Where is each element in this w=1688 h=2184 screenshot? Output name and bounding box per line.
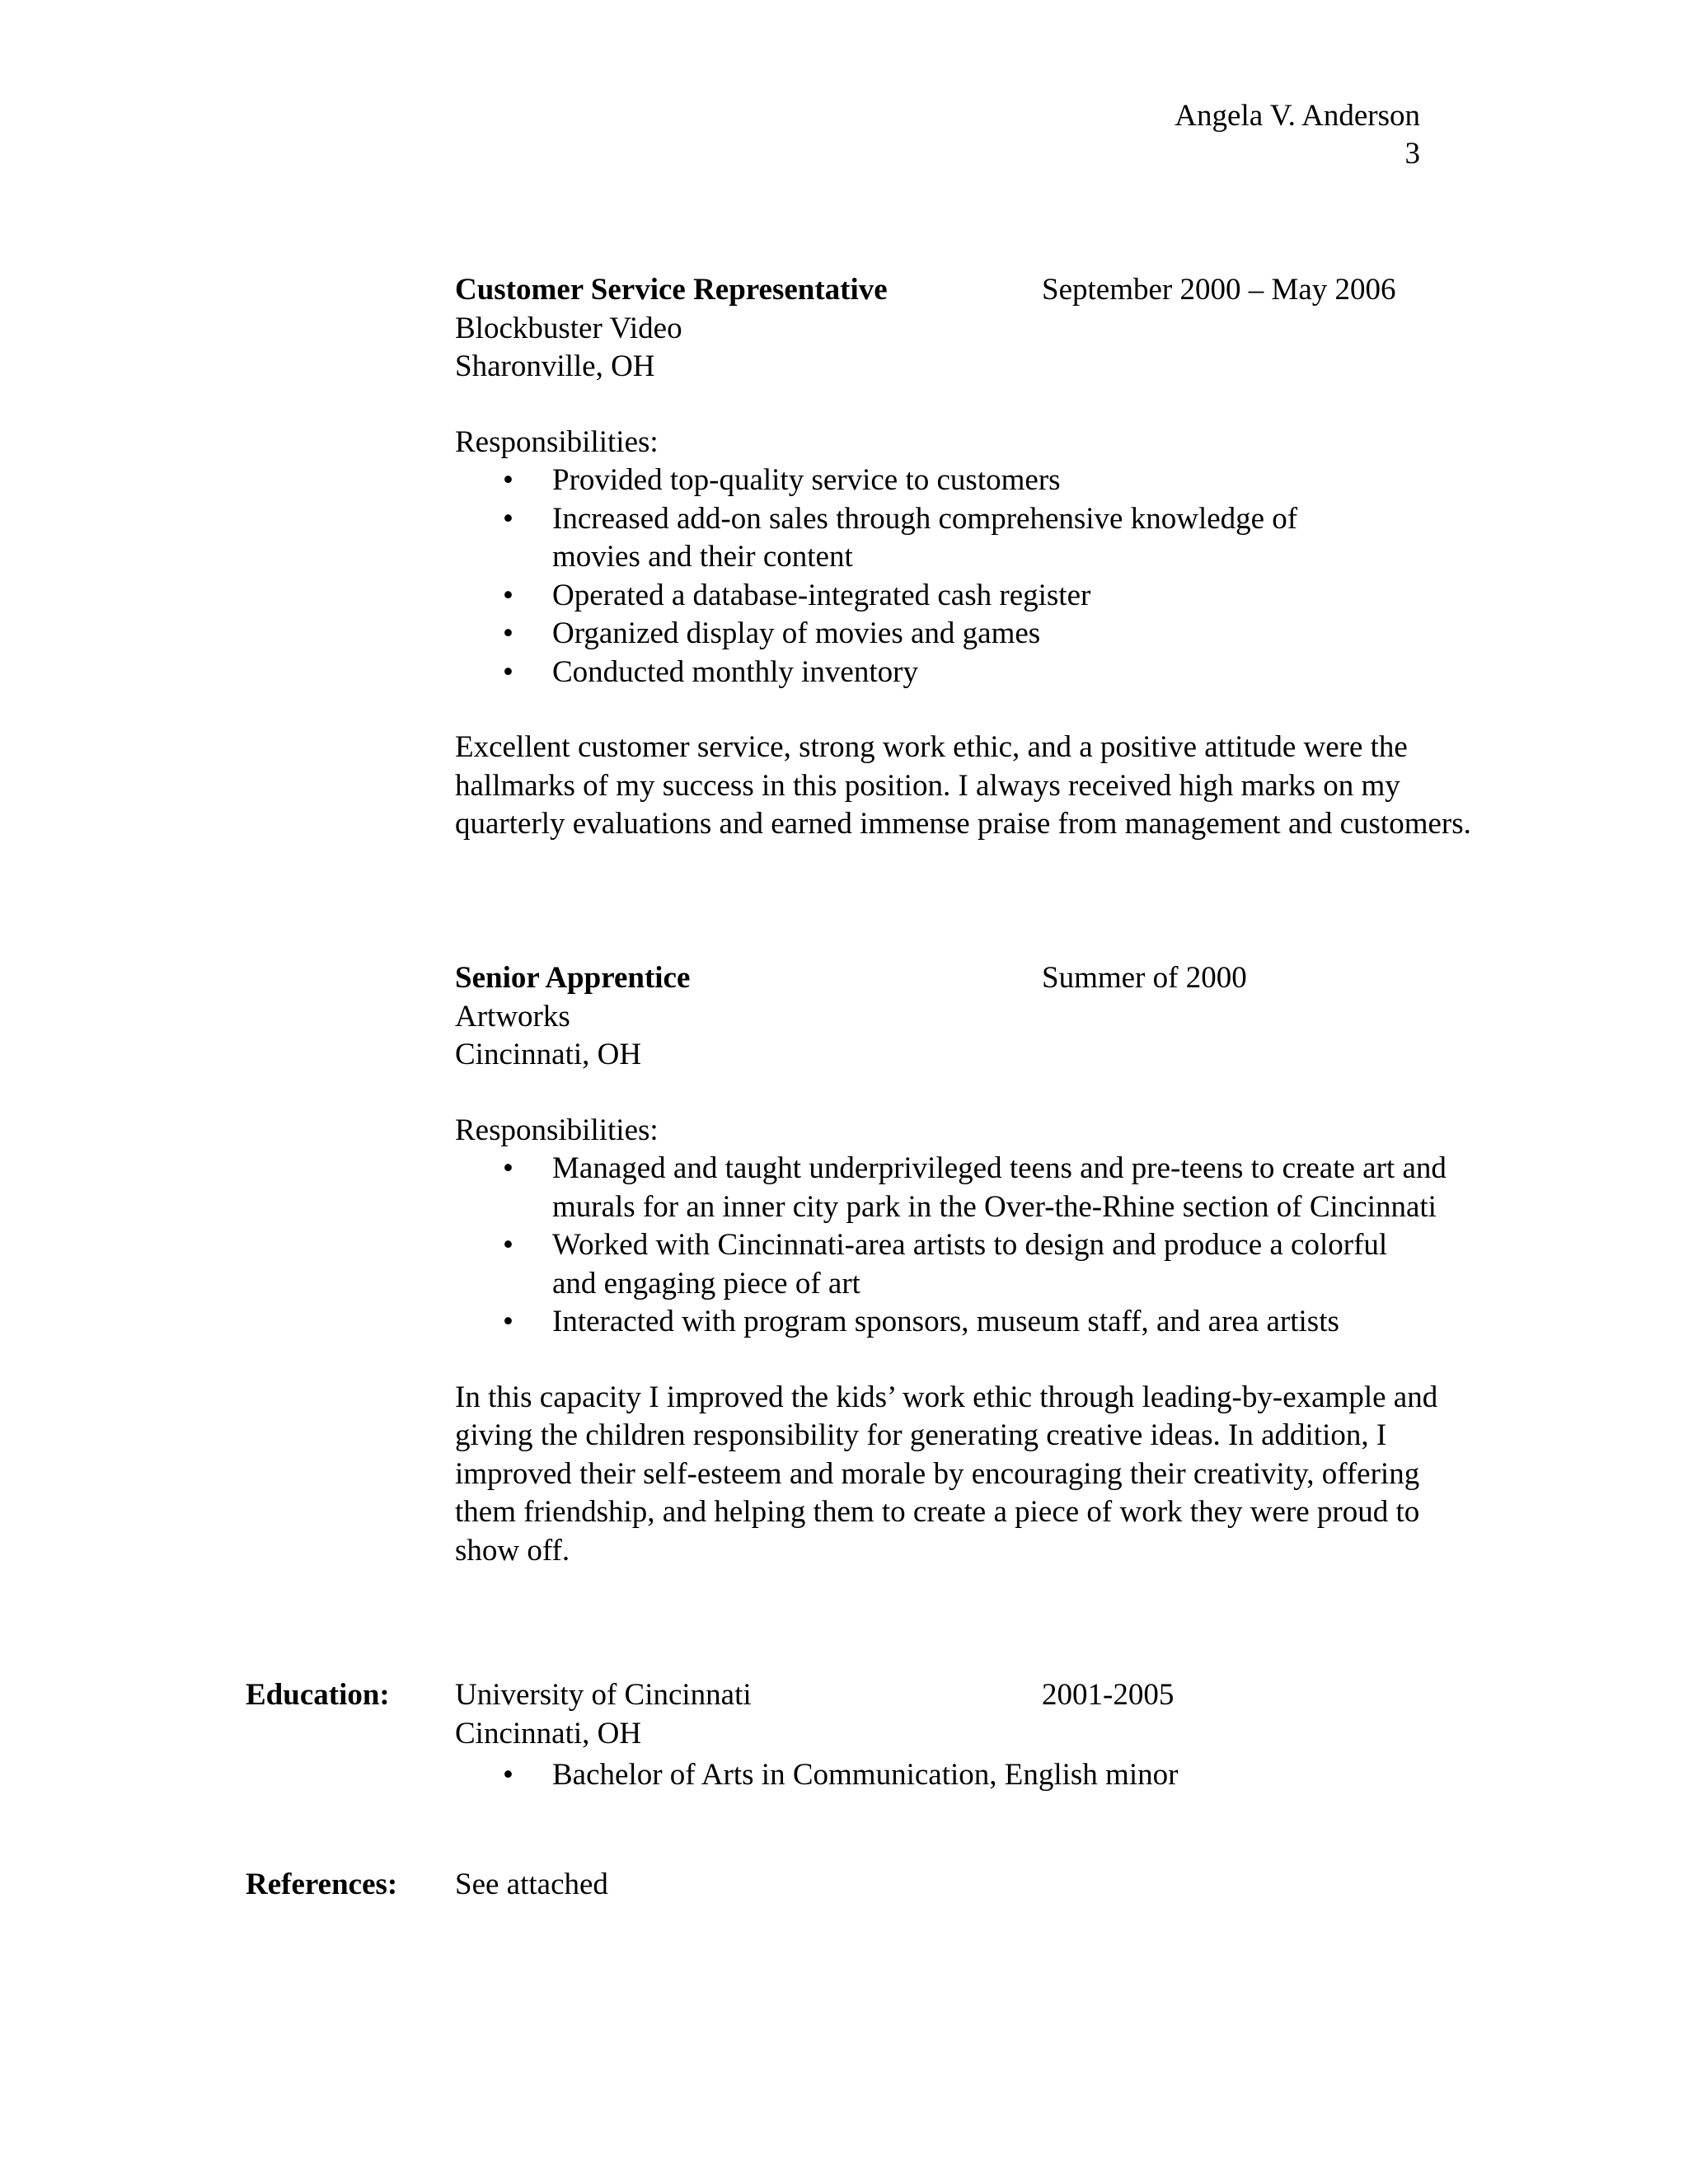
list-item: • Increased add-on sales through comprehensive knowledge of movies and their content: [552, 500, 1376, 577]
list-item: • Bachelor of Arts in Communication, English minor: [552, 1756, 1459, 1795]
job-location: Sharonville, OH: [455, 349, 655, 383]
education-section: [455, 1676, 1485, 1795]
job-dates: Summer of 2000: [1042, 961, 1247, 995]
job-entry-customer-service: [455, 271, 1485, 844]
list-item: • Worked with Cincinnati-area artists to design and produce a colorful and engaging piece of art: [552, 1226, 1409, 1303]
job-header-row: [455, 271, 1485, 310]
job-title: Customer Service Representative: [455, 273, 888, 307]
education-list: [455, 1756, 1485, 1795]
references-label: References:: [246, 1868, 398, 1901]
job-title: Senior Apprentice: [455, 961, 691, 995]
page-header: [1175, 97, 1420, 173]
responsibilities-label: Responsibilities:: [455, 424, 659, 459]
list-item: • Provided top-quality service to customers: [552, 462, 1459, 500]
responsibilities-label: Responsibilities:: [455, 1113, 659, 1147]
job-location: Cincinnati, OH: [455, 1038, 642, 1071]
job-summary: Excellent customer service, strong work ethic, and a positive attitude were the hallmarks of my success in this position. I always received high marks on my quarterly evaluations and earned immense praise from management and customers.: [455, 730, 1471, 841]
page-number: 3: [1404, 137, 1420, 171]
job-entry-senior-apprentice: [455, 959, 1485, 1570]
list-item: • Conducted monthly inventory: [552, 654, 1459, 692]
references-section: [455, 1866, 1485, 1905]
job-employer: Artworks: [455, 999, 570, 1033]
job-header-row: [455, 959, 1485, 998]
list-item: • Operated a database-integrated cash register: [552, 577, 1459, 616]
list-item: • Interacted with program sponsors, museum staff, and area artists: [552, 1303, 1459, 1342]
responsibilities-list: [455, 1150, 1485, 1342]
list-item: • Managed and taught underprivileged teens and pre-teens to create art and murals for an inner city park in the Over-the-Rhine section of Cincinnati: [552, 1150, 1451, 1226]
header-name: Angela V. Anderson: [1175, 99, 1420, 133]
job-dates: September 2000 – May 2006: [1042, 273, 1396, 307]
education-school: University of Cincinnati: [455, 1678, 752, 1712]
list-item: • Organized display of movies and games: [552, 615, 1459, 654]
education-location: Cincinnati, OH: [455, 1716, 642, 1750]
responsibilities-list: [455, 462, 1485, 691]
education-header-row: [455, 1676, 1485, 1715]
education-label: Education:: [246, 1678, 390, 1712]
education-years: 2001-2005: [1042, 1678, 1175, 1712]
job-employer: Blockbuster Video: [455, 311, 682, 345]
job-summary: In this capacity I improved the kids’ work ethic through leading-by-example and giving the children responsibility for generating creative ideas. In addition, I improved their self-esteem and morale by encouraging their creativity, offering them friendship, and helping them to create a piece of work they were proud to show off.: [455, 1380, 1438, 1568]
references-text: See attached: [455, 1868, 608, 1901]
